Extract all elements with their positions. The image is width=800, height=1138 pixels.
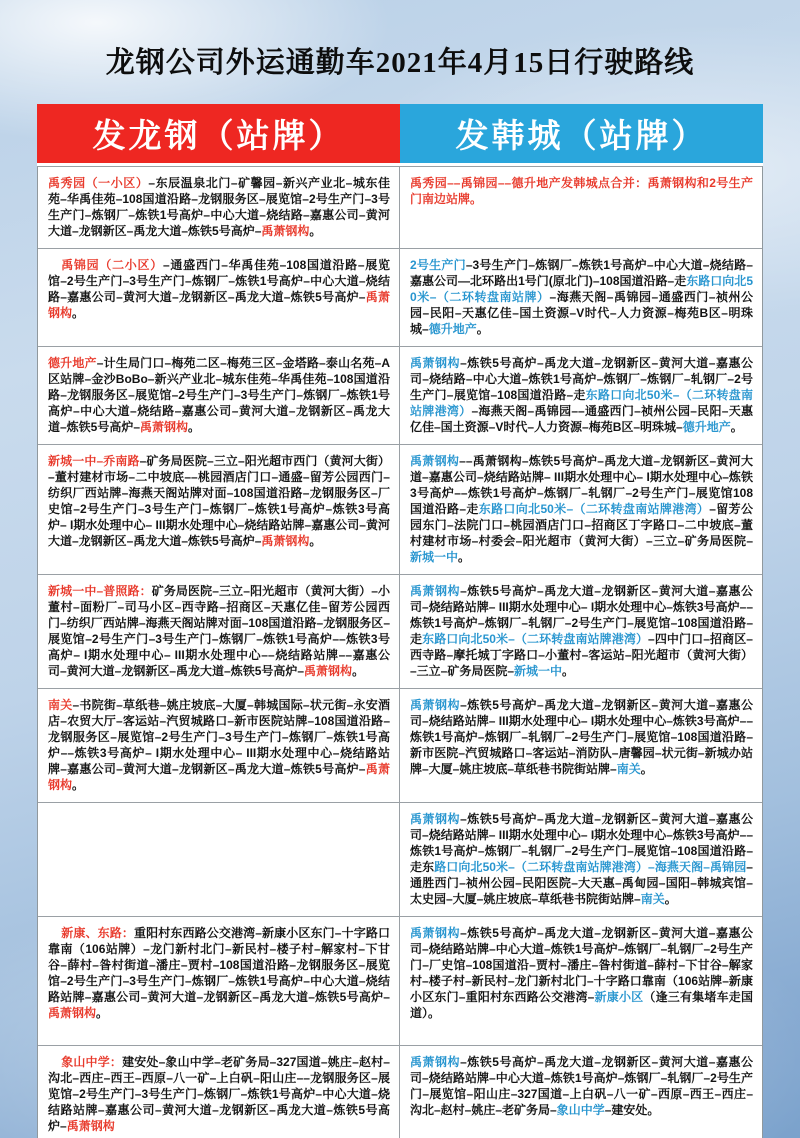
table-row xyxy=(38,802,762,916)
route-endpoint-text: 东路口向北50米–（二环转盘南站牌港湾） xyxy=(422,632,649,646)
route-cell-right xyxy=(400,1046,762,1138)
route-stops-text: ––禹萧钢构–炼铁5号高炉–禹龙大道–龙钢新区–黄河大道–嘉惠公司–烧结路站牌– III期水处理中心– I期水处理中心–炼铁3号高炉––炼铁1号高炉–炼钢厂–轧钢厂–2号生产门–展览馆108国道沿路–走 xyxy=(410,454,753,516)
route-stops-text: –炼铁5号高炉–禹龙大道–龙钢新区–黄河大道–嘉惠公司–烧结路站牌–中心大道–炼铁1号高炉–炼钢厂–轧钢厂–2号生产门–展览馆–阳山庄–327国道–上白矾–八一矿–西原–西王–西庄–沟北–赵村–姚庄–老矿务局– xyxy=(410,1055,753,1117)
route-cell-right xyxy=(400,689,762,802)
route-endpoint-text: 禹秀园––禹锦园––德升地产发韩城点合并：禹萧钢构和2号生产门南边站牌。 xyxy=(410,176,753,206)
route-stops-text: 。 xyxy=(476,322,489,336)
route-stops-text: –炼铁5号高炉–禹龙大道–龙钢新区–黄河大道–嘉惠公司–烧结路–中心大道–炼铁1号高炉–炼钢厂–炼钢厂–轧钢厂–2号生产门–展览馆–108国道沿路–走 xyxy=(410,356,753,402)
route-endpoint-text: 南关 xyxy=(640,892,665,906)
route-stops-text: 。 xyxy=(309,534,322,548)
route-stops-text: –海燕天阁–禹锦园–通盛西门–祯州公园–民阳–天惠亿佳–国土资源–V时代–人力资源–梅苑B区–明珠城– xyxy=(410,290,753,336)
table-row xyxy=(38,444,762,574)
route-endpoint-text: 禹萧钢构 xyxy=(410,584,461,598)
route-cell-right xyxy=(400,347,762,444)
table-body xyxy=(37,166,763,1138)
route-endpoint-text: 禹萧钢构 xyxy=(48,1006,97,1020)
table-header-row xyxy=(37,104,763,166)
route-endpoint-text: 禹萧钢构 xyxy=(66,1119,115,1133)
route-endpoint-text: 东路口向北50米–（二环转盘南站牌港湾） xyxy=(478,502,710,516)
route-endpoint-text: 禹萧钢构 xyxy=(140,420,189,434)
route-stops-text: 建安处–象山中学–老矿务局–327国道–姚庄–赵村–沟北–西庄–西王–西原–八一矿–上白矾–阳山庄––龙钢服务区–展览馆–2号生产门–3号生产门–炼钢厂–炼铁1号高炉–中心大道–烧结路站牌–嘉惠公司–黄河大道–龙钢新区–禹龙大道–炼铁5号高炉– xyxy=(48,1055,390,1133)
route-stops-text: 重阳村东西路公交港湾–新康小区东门–十字路口靠南（106站牌）–龙门新村北门–新民村–楼子村–解家村–下甘谷–薛村–昝村街道–潘庄–贾村–108国道沿路–龙钢服务区–展览馆–2号生产门–3号生产门–炼钢厂–炼铁1号高炉–中心大道–烧结路站牌–嘉惠公司–黄河大道–龙钢新区–禹龙大道–炼铁5号高炉– xyxy=(48,926,390,1004)
route-endpoint-text: 东路口向北50米–（二环转盘南站牌） xyxy=(410,274,753,304)
route-stops-text: 矿务局医院–三立–阳光超市（黄河大街）–小董村–面粉厂–司马小区–西寺路–招商区–天惠亿佳–留芳公园西门–纺织厂西站牌–海燕天阁站牌对面–108国道沿路–龙钢服务区–展览馆–2号生产门–3号生产门–炼钢厂–炼铁1号高炉––炼铁3号高炉– I期水处理中心– III期水处理中心––烧结路站牌––嘉惠公司–黄河大道–龙钢新区–禹龙大道–炼铁5号高炉– xyxy=(48,584,390,678)
route-cell-right xyxy=(400,167,762,248)
route-stops-text: –四中门口–招商区–西寺路–摩托城丁字路口–小董村–客运站–阳光超市（黄河大街）–三立–矿务局医院– xyxy=(410,632,753,678)
route-stops-text: 。 xyxy=(72,778,85,792)
route-cell-left xyxy=(38,347,400,444)
route-stops-text: 。 xyxy=(458,550,471,564)
route-cell-left xyxy=(38,249,400,346)
route-cell-left xyxy=(38,1046,400,1138)
route-endpoint-text: 禹萧钢构 xyxy=(410,812,461,826)
route-endpoint-text: 禹萧钢构 xyxy=(410,356,461,370)
route-endpoint-text: 禹萧钢构 xyxy=(410,926,461,940)
route-cell-right xyxy=(400,917,762,1045)
route-cell-right xyxy=(400,249,762,346)
route-endpoint-text: 新城一中–普照路： xyxy=(48,584,152,598)
route-endpoint-text: 象山中学 xyxy=(556,1103,605,1117)
route-stops-text: –海燕天阁–禹锦园––通盛西门–祯州公园–民阳–天惠亿佳–国土资源–V时代–人力资源–梅苑B区–明珠城– xyxy=(410,404,753,434)
route-stops-text: –书院街–草纸巷–姚庄坡底–大厦–韩城国际–状元街–永安酒店–农贸大厅–客运站–汽贸城路口–新市医院站牌–108国道沿路–龙钢服务区–展览馆–2号生产门–3号生产门–炼钢厂–炼铁1号高炉––炼铁3号高炉– I期水处理中心– III期水处理中心–烧结路站牌–嘉惠公司–黄河大道–龙钢新区–禹龙大道–炼铁5号高炉– xyxy=(48,698,390,776)
table-row xyxy=(38,916,762,1045)
table-row xyxy=(38,166,762,248)
route-endpoint-text: 德升地产 xyxy=(428,322,477,336)
route-stops-text: –建安处。 xyxy=(604,1103,660,1117)
route-endpoint-text: 禹萧钢构 xyxy=(48,762,390,792)
route-stops-text: –矿务局医院–三立–阳光超市西门（黄河大街）–董村建材市场–二中坡底––桃园酒店门口–通盛–留芳公园西门–纺织厂西站牌–海燕天阁站牌对面–108国道沿路–龙钢服务区–厂史馆–2号生产门–3号生产门–炼钢厂–炼铁1号高炉–炼铁3号高炉– I期水处理中心– III期水处理中心–烧结路站牌–嘉惠公司–黄河大道–龙钢新区–禹龙大道–炼铁5号高炉– xyxy=(48,454,390,548)
route-endpoint-text: 禹萧钢构 xyxy=(410,454,460,468)
route-endpoint-text: 新城一中 xyxy=(410,550,459,564)
table-row xyxy=(38,346,762,444)
route-stops-text: –计生局门口–梅苑二区–梅苑三区–金塔路–泰山名苑–A区站牌–金沙BoBo–新兴产业北–城东佳苑–华禹佳苑–108国道沿路–龙钢服务区–展览馆–2号生产门–3号生产门–炼钢厂–炼铁1号高炉–中心大道–烧结路–嘉惠公司–黄河大道–龙钢新区–禹龙大道–炼铁5号高炉– xyxy=(48,356,390,434)
table-row xyxy=(38,1045,762,1138)
route-stops-text: 。 xyxy=(664,892,677,906)
route-stops-text: –通胜西门–祯州公园–民阳医院–大天惠–禹甸园–国阳–韩城宾馆–太史园–大厦–姚庄坡底–草纸巷书院街站牌– xyxy=(410,860,753,906)
route-stops-text: 。 xyxy=(562,664,575,678)
route-cell-right xyxy=(400,575,762,688)
route-cell-right xyxy=(400,445,762,574)
table-row xyxy=(38,688,762,802)
route-stops-text: 。 xyxy=(72,306,85,320)
route-stops-text: –炼铁5号高炉–禹龙大道–龙钢新区–黄河大道–嘉惠公司–烧结路站牌– III期水处理中心– I期水处理中心–炼铁3号高炉––炼铁1号高炉–炼钢厂–轧钢厂–2号生产门–展览馆–108国道沿路–走东 xyxy=(410,812,753,874)
route-cell-left xyxy=(38,689,400,802)
route-endpoint-text: 禹萧钢构 xyxy=(48,290,390,320)
route-stops-text: –3号生产门–炼钢厂–炼铁1号高炉–中心大道–烧结路–嘉惠公司—北环路出1号门(原北门)–108国道沿路–走 xyxy=(410,258,753,288)
route-cell-left xyxy=(38,167,400,248)
route-cell-left xyxy=(38,917,400,1045)
route-cell-left xyxy=(38,803,400,916)
route-endpoint-text: 东路口向北50米–（二环转盘南站牌港湾） xyxy=(410,388,753,418)
route-endpoint-text: 新康小区 xyxy=(594,990,644,1004)
route-endpoint-text: 禹萧钢构 xyxy=(261,534,310,548)
route-endpoint-text: 南关 xyxy=(48,698,73,712)
route-endpoint-text: 禹萧钢构 xyxy=(261,224,310,238)
route-endpoint-text: 新康、东路： xyxy=(61,926,134,940)
route-cell-right xyxy=(400,803,762,916)
route-endpoint-text: 2号生产门 xyxy=(410,258,466,272)
route-stops-text: 。 xyxy=(352,664,365,678)
header-depart-hancheng: 发韩城（站牌） xyxy=(400,104,763,163)
table-row xyxy=(38,574,762,688)
route-stops-text: 。 xyxy=(188,420,201,434)
route-endpoint-text: 南关 xyxy=(616,762,641,776)
route-endpoint-text: 禹萧钢构 xyxy=(304,664,353,678)
route-stops-text: –东辰温泉北门–矿馨园–新兴产业北–城东佳苑–华禹佳苑–108国道沿路–龙钢服务区–展览馆–2号生产门–3号生产门–炼钢厂–炼铁1号高炉–中心大道–烧结路–嘉惠公司–黄河大道–龙钢新区–禹龙大道–炼铁5号高炉– xyxy=(48,176,390,238)
route-stops-text: –通盛西门–华禹佳苑–108国道沿路–展览馆–2号生产门–3号生产门–炼钢厂–炼铁1号高炉–中心大道–烧结路–嘉惠公司–黄河大道–龙钢新区–禹龙大道–炼铁5号高炉– xyxy=(48,258,390,304)
route-endpoint-text: 德升地产 xyxy=(48,356,97,370)
page-title: 龙钢公司外运通勤车2021年4月15日行驶路线 xyxy=(105,47,695,79)
header-depart-longgang: 发龙钢（站牌） xyxy=(37,104,400,163)
route-endpoint-text: 禹萧钢构 xyxy=(410,1055,461,1069)
route-endpoint-text: 德升地产 xyxy=(682,420,731,434)
route-cell-left xyxy=(38,575,400,688)
route-endpoint-text: 路口向北50米–（二环转盘南站牌港湾）–海燕天阁–禹锦园 xyxy=(434,860,747,874)
route-endpoint-text: 新城一中 xyxy=(514,664,563,678)
route-stops-text: 。 xyxy=(640,762,653,776)
route-endpoint-text: 象山中学： xyxy=(61,1055,123,1069)
route-endpoint-text: 禹秀园（一小区） xyxy=(48,176,149,190)
route-stops-text: –炼铁5号高炉–禹龙大道–龙钢新区–黄河大道–嘉惠公司–烧结路站牌–中心大道–炼铁1号高炉–炼钢厂–轧钢厂–2号生产门–厂史馆–108国道沿–贾村–潘庄–昝村街道–薛村–下甘谷–解家村–楼子村–新民村–龙门新村北门–十字路口靠南（106站牌–新康小区东门–重阳村东西路公交港湾– xyxy=(410,926,753,1004)
route-endpoint-text: 新城一中–乔南路 xyxy=(48,454,140,468)
route-stops-text: （逢三有集堵车走国道）。 xyxy=(410,990,753,1020)
route-stops-text: 。 xyxy=(96,1006,109,1020)
route-stops-text: 。 xyxy=(730,420,743,434)
route-stops-text: –留芳公园东门–法院门口–桃园酒店门口–招商区丁字路口–二中坡底–董村建材市场–村委会–阳光超市（黄河大街）–三立–矿务局医院– xyxy=(410,502,753,548)
route-cell-left xyxy=(38,445,400,574)
table-row xyxy=(38,248,762,346)
route-endpoint-text: 禹萧钢构 xyxy=(410,698,461,712)
route-endpoint-text: 禹锦园（二小区） xyxy=(61,258,163,272)
route-table xyxy=(37,104,763,1138)
route-stops-text: –炼铁5号高炉–禹龙大道–龙钢新区–黄河大道–嘉惠公司–烧结路站牌– III期水处理中心– I期水处理中心–炼铁3号高炉––炼铁1号高炉–炼钢厂–轧钢厂–2号生产门–展览馆–108国道沿路–走 xyxy=(410,584,753,646)
route-stops-text: 。 xyxy=(309,224,322,238)
route-stops-text: –炼铁5号高炉–禹龙大道–龙钢新区–黄河大道–嘉惠公司–烧结路站牌– III期水处理中心– I期水处理中心–炼铁3号高炉––炼铁1号高炉–炼钢厂–轧钢厂–2号生产门–展览馆–108国道沿路–新市医院–汽贸城路口–客运站–消防队–唐馨园–状元街–新城办站牌–大厦–姚庄坡底–草纸巷书院街站牌– xyxy=(410,698,753,776)
